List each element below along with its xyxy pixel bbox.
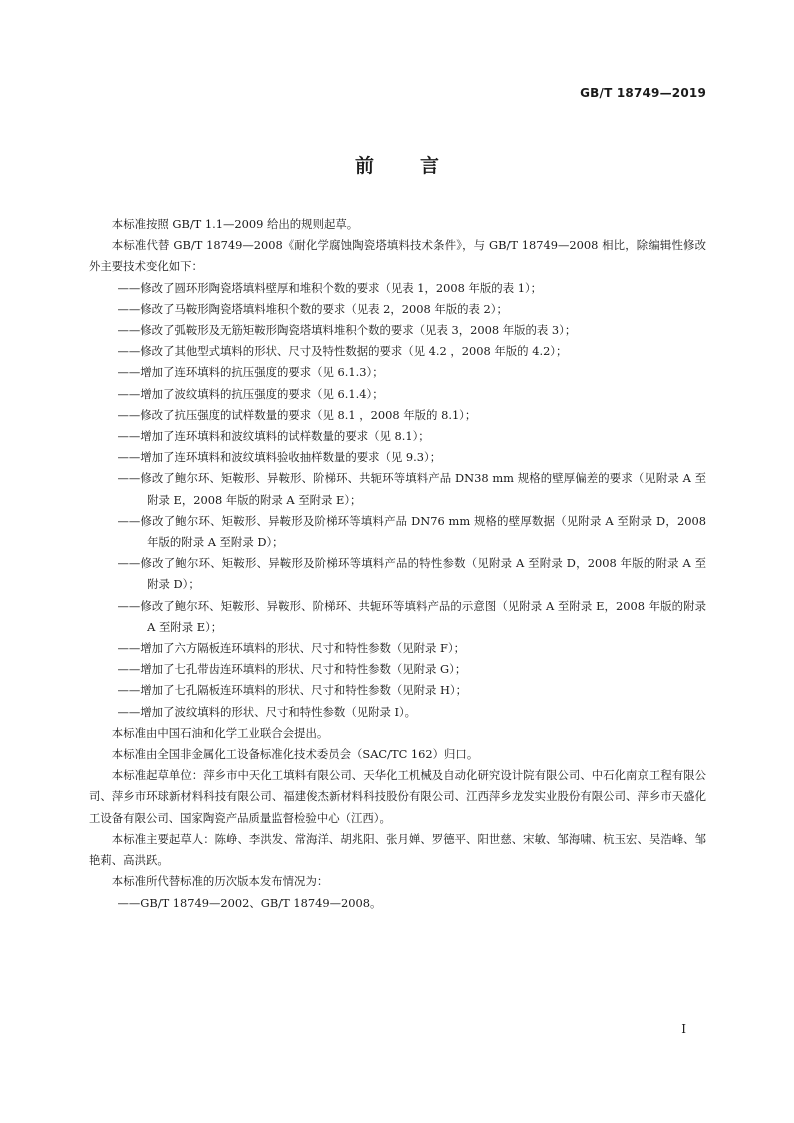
list-item: ——修改了抗压强度的试样数量的要求（见 8.1 ，2008 年版的 8.1）； (117, 407, 477, 422)
list-item: ——修改了圆环形陶瓷塔填料壁厚和堆积个数的要求（见表 1，2008 年版的表 1）； (117, 280, 543, 295)
list-item: ——增加了七孔带齿连环填料的形状、尺寸和特性参数（见附录 G）； (117, 662, 467, 677)
list-item: ——修改了鲍尔环、矩鞍形、异鞍形、阶梯环、共轭环等填料产品的示意图（见附录 A 至附录 E，2008 年版的附录 A 至附录 E）； (117, 598, 706, 634)
list-item: ——增加了六方隔板连环填料的形状、尺寸和特性参数（见附录 F）； (117, 641, 466, 656)
paragraph: 本标准按照 GB/T 1.1—2009 给出的规则起草。 (111, 217, 359, 231)
list-item: ——增加了连环填料的抗压强度的要求（见 6.1.3）； (117, 365, 384, 380)
paragraph: 本标准由全国非金属化工设备标准化技术委员会（SAC/TC 162）归口。 (111, 747, 479, 762)
list-item: ——增加了波纹填料的抗压强度的要求（见 6.1.4）； (117, 386, 384, 401)
standard-code: GB/T 18749—2019 (580, 86, 706, 100)
paragraph: 本标准所代替标准的历次版本发布情况为： (111, 874, 329, 889)
list-item: ——修改了鲍尔环、矩鞍形、异鞍形及阶梯环等填料产品 DN76 mm 规格的壁厚数据（见附录 A 至附录 D，2008 年版的附录 A 至附录 D）； (117, 513, 706, 550)
list-item: ——增加了连环填料和波纹填料的试样数量的要求（见 8.1）； (117, 429, 430, 444)
list-item: ——修改了马鞍形陶瓷塔填料堆积个数的要求（见表 2，2008 年版的表 2）； (117, 301, 508, 316)
list-item: ——修改了鲍尔环、矩鞍形、异鞍形及阶梯环等填料产品的特性参数（见附录 A 至附录 D，2008 年版的附录 A 至附录 D）； (117, 556, 706, 592)
list-item: ——修改了弧鞍形及无筋矩鞍形陶瓷塔填料堆积个数的要求（见表 3，2008 年版的表 3）； (117, 323, 577, 338)
page-title: 前言 (354, 155, 485, 177)
list-item: ——GB/T 18749—2002、GB/T 18749—2008。 (117, 895, 382, 910)
list-item: ——增加了七孔隔板连环填料的形状、尺寸和特性参数（见附录 H）； (117, 683, 468, 698)
paragraph: 本标准主要起草人：陈峥、李洪发、常海洋、胡兆阳、张月婵、罗德平、阳世慈、宋敏、邹海啸、杭玉宏、吴浩峰、邹艳莉、高洪跃。 (89, 831, 706, 868)
document-body (89, 214, 706, 914)
paragraph: 本标准由中国石油和化学工业联合会提出。 (111, 725, 329, 740)
list-item: ——修改了鲍尔环、矩鞍形、异鞍形、阶梯环、共轭环等填料产品 DN38 mm 规格的壁厚偏差的要求（见附录 A 至附录 E，2008 年版的附录 A 至附录 E）； (117, 471, 706, 507)
paragraph: 本标准起草单位：萍乡市中天化工填料有限公司、天华化工机械及自动化研究设计院有限公司、中石化南京工程有限公司、萍乡市环球新材料科技有限公司、福建俊杰新材料科技股份有限公司、江西萍乡龙发实业股份有限公司、萍乡市天盛化工设备有限公司、国家陶瓷产品质量监督检验中心（江西）。 (89, 768, 706, 825)
paragraph: 本标准代替 GB/T 18749—2008《耐化学腐蚀陶瓷塔填料技术条件》，与 GB/T 18749—2008 相比，除编辑性修改外主要技术变化如下： (89, 238, 706, 274)
page-number: I (681, 1022, 686, 1036)
list-item: ——修改了其他型式填料的形状、尺寸及特性数据的要求（见 4.2 ，2008 年版的 4.2）； (117, 344, 568, 359)
list-item: ——增加了连环填料和波纹填料验收抽样数量的要求（见 9.3）； (117, 450, 442, 465)
list-item: ——增加了波纹填料的形状、尺寸和特性参数（见附录 I）。 (117, 704, 417, 719)
